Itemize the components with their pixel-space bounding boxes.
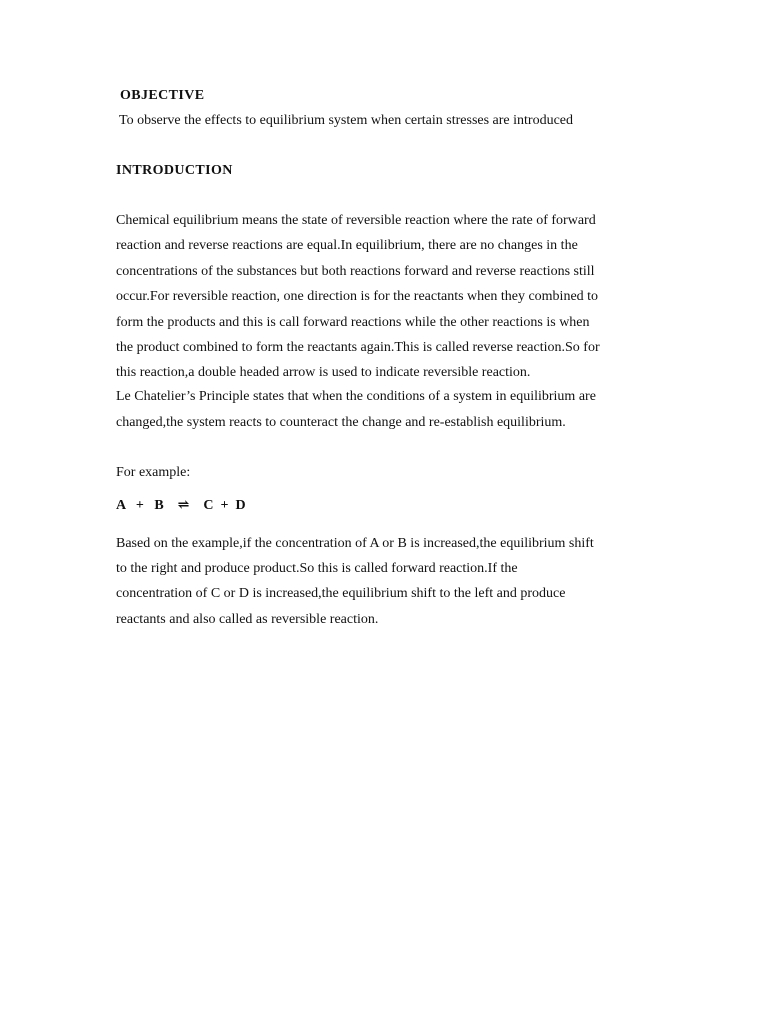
intro-line-7: this reaction,a double headed arrow is used to indicate reversible reaction. [116,365,531,380]
intro-line-6: the product combined to form the reactants again.This is called reverse reaction.So for [116,340,600,355]
intro-line-1: Chemical equilibrium means the state of reversible reaction where the rate of forward [116,213,596,228]
introduction-heading: INTRODUCTION [116,163,233,178]
intro-line-2: reaction and reverse reactions are equal.In equilibrium, there are no changes in the [116,238,578,253]
example-line-4: reactants and also called as reversible reaction. [116,612,379,627]
reaction-equation: A + B ⇌ C + D [116,498,246,513]
example-line-1: Based on the example,if the concentration of A or B is increased,the equilibrium shift [116,536,594,551]
example-line-3: concentration of C or D is increased,the equilibrium shift to the left and produce [116,586,566,601]
intro-line-3: concentrations of the substances but both reactions forward and reverse reactions still [116,264,595,279]
objective-heading: OBJECTIVE [120,88,205,103]
intro-line-8: Le Chatelier’s Principle states that when the conditions of a system in equilibrium are [116,389,596,404]
example-label: For example: [116,465,191,480]
example-line-2: to the right and produce product.So this is called forward reaction.If the [116,561,518,576]
intro-line-5: form the products and this is call forward reactions while the other reactions is when [116,315,590,330]
objective-text: To observe the effects to equilibrium system when certain stresses are introduced [119,113,574,128]
intro-line-9: changed,the system reacts to counteract the change and re-establish equilibrium. [116,415,566,430]
intro-line-4: occur.For reversible reaction, one direction is for the reactants when they combined to [116,289,599,304]
